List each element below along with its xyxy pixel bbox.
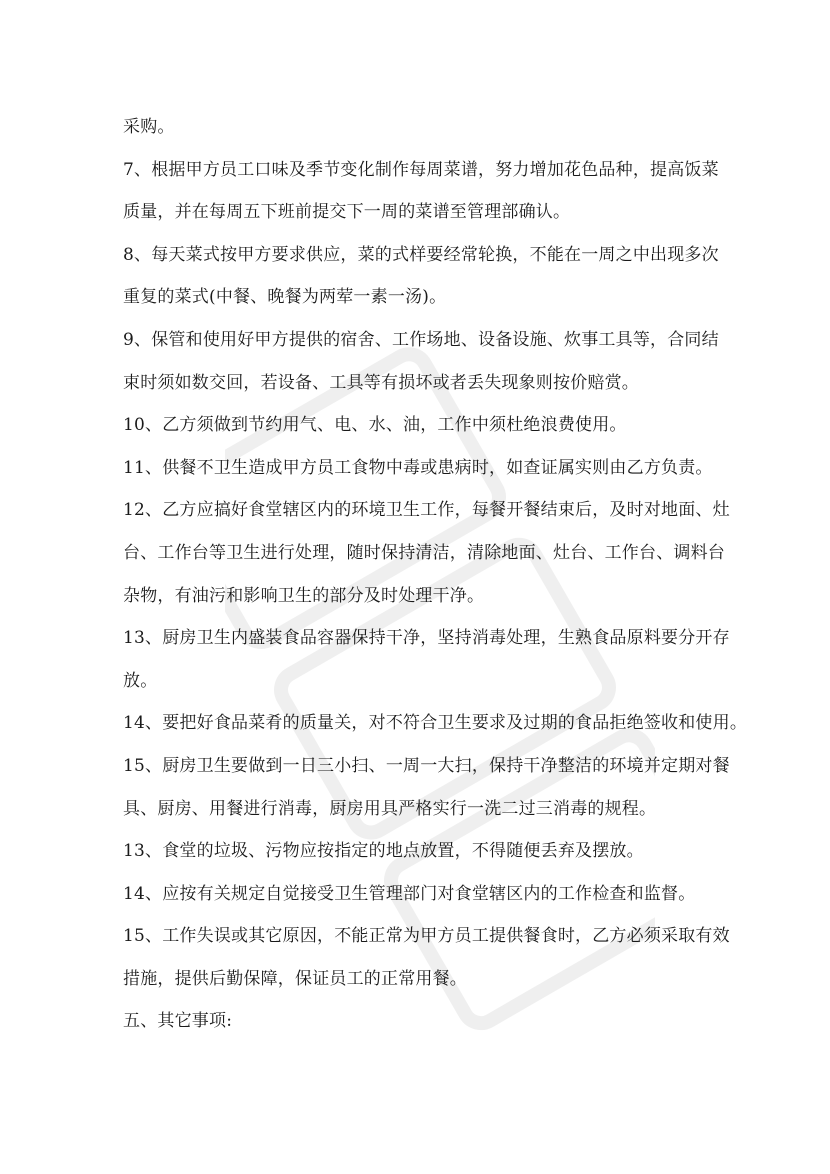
text-line-12: 杂物，有油污和影响卫生的部分及时处理干净。 [123,585,485,606]
document-body [123,106,748,1043]
text-line-1: 采购。 [123,117,175,137]
text-line-8: 10、乙方须做到节约用气、电、水、油，工作中须杜绝浪费使用。 [123,415,627,436]
text-line-2: 7、根据甲方员工口味及季节变化制作每周菜谱，努力增加花色品种，提高饭菜 [123,159,719,180]
text-line-19: 14、应按有关规定自觉接受卫生管理部门对食堂辖区内的工作检查和监督。 [123,883,696,904]
text-line-15: 14、要把好食品菜肴的质量关，对不符合卫生要求及过期的食品拒绝签收和使用。 [123,713,748,734]
text-line-3: 质量，并在每周五下班前提交下一周的菜谱至管理部确认。 [123,202,571,223]
text-line-9: 11、供餐不卫生造成甲方员工食物中毒或患病时，如查证属实则由乙方负责。 [123,457,713,478]
text-line-5: 重复的菜式(中餐、晚餐为两荤一素一汤)。 [123,287,447,308]
text-line-14: 放。 [123,670,158,691]
text-line-20: 15、工作失误或其它原因，不能正常为甲方员工提供餐食时，乙方必须采取有效 [123,926,730,947]
text-line-17: 具、厨房、用餐进行消毒，厨房用具严格实行一洗二过三消毒的规程。 [123,798,657,819]
text-line-22: 五、其它事项: [123,1011,233,1032]
text-line-13: 13、厨房卫生内盛装食品容器保持干净，坚持消毒处理，生熟食品原料要分开存 [123,628,730,649]
text-line-4: 8、每天菜式按甲方要求供应，菜的式样要经常轮换，不能在一周之中出现多次 [123,244,719,265]
text-line-11: 台、工作台等卫生进行处理，随时保持清洁，清除地面、灶台、工作台、调料台 [123,542,725,563]
text-line-7: 束时须如数交回，若设备、工具等有损坏或者丢失现象则按价赔赏。 [123,372,639,393]
text-line-16: 15、厨房卫生要做到一日三小扫、一周一大扫，保持干净整洁的环境并定期对餐 [123,755,730,776]
text-line-21: 措施，提供后勤保障，保证员工的正常用餐。 [123,968,467,989]
text-line-6: 9、保管和使用好甲方提供的宿舍、工作场地、设备设施、炊事工具等，合同结 [123,329,719,350]
text-line-18: 13、食堂的垃圾、污物应按指定的地点放置，不得随便丢弃及摆放。 [123,841,644,862]
text-line-10: 12、乙方应搞好食堂辖区内的环境卫生工作，每餐开餐结束后，及时对地面、灶 [123,500,730,521]
